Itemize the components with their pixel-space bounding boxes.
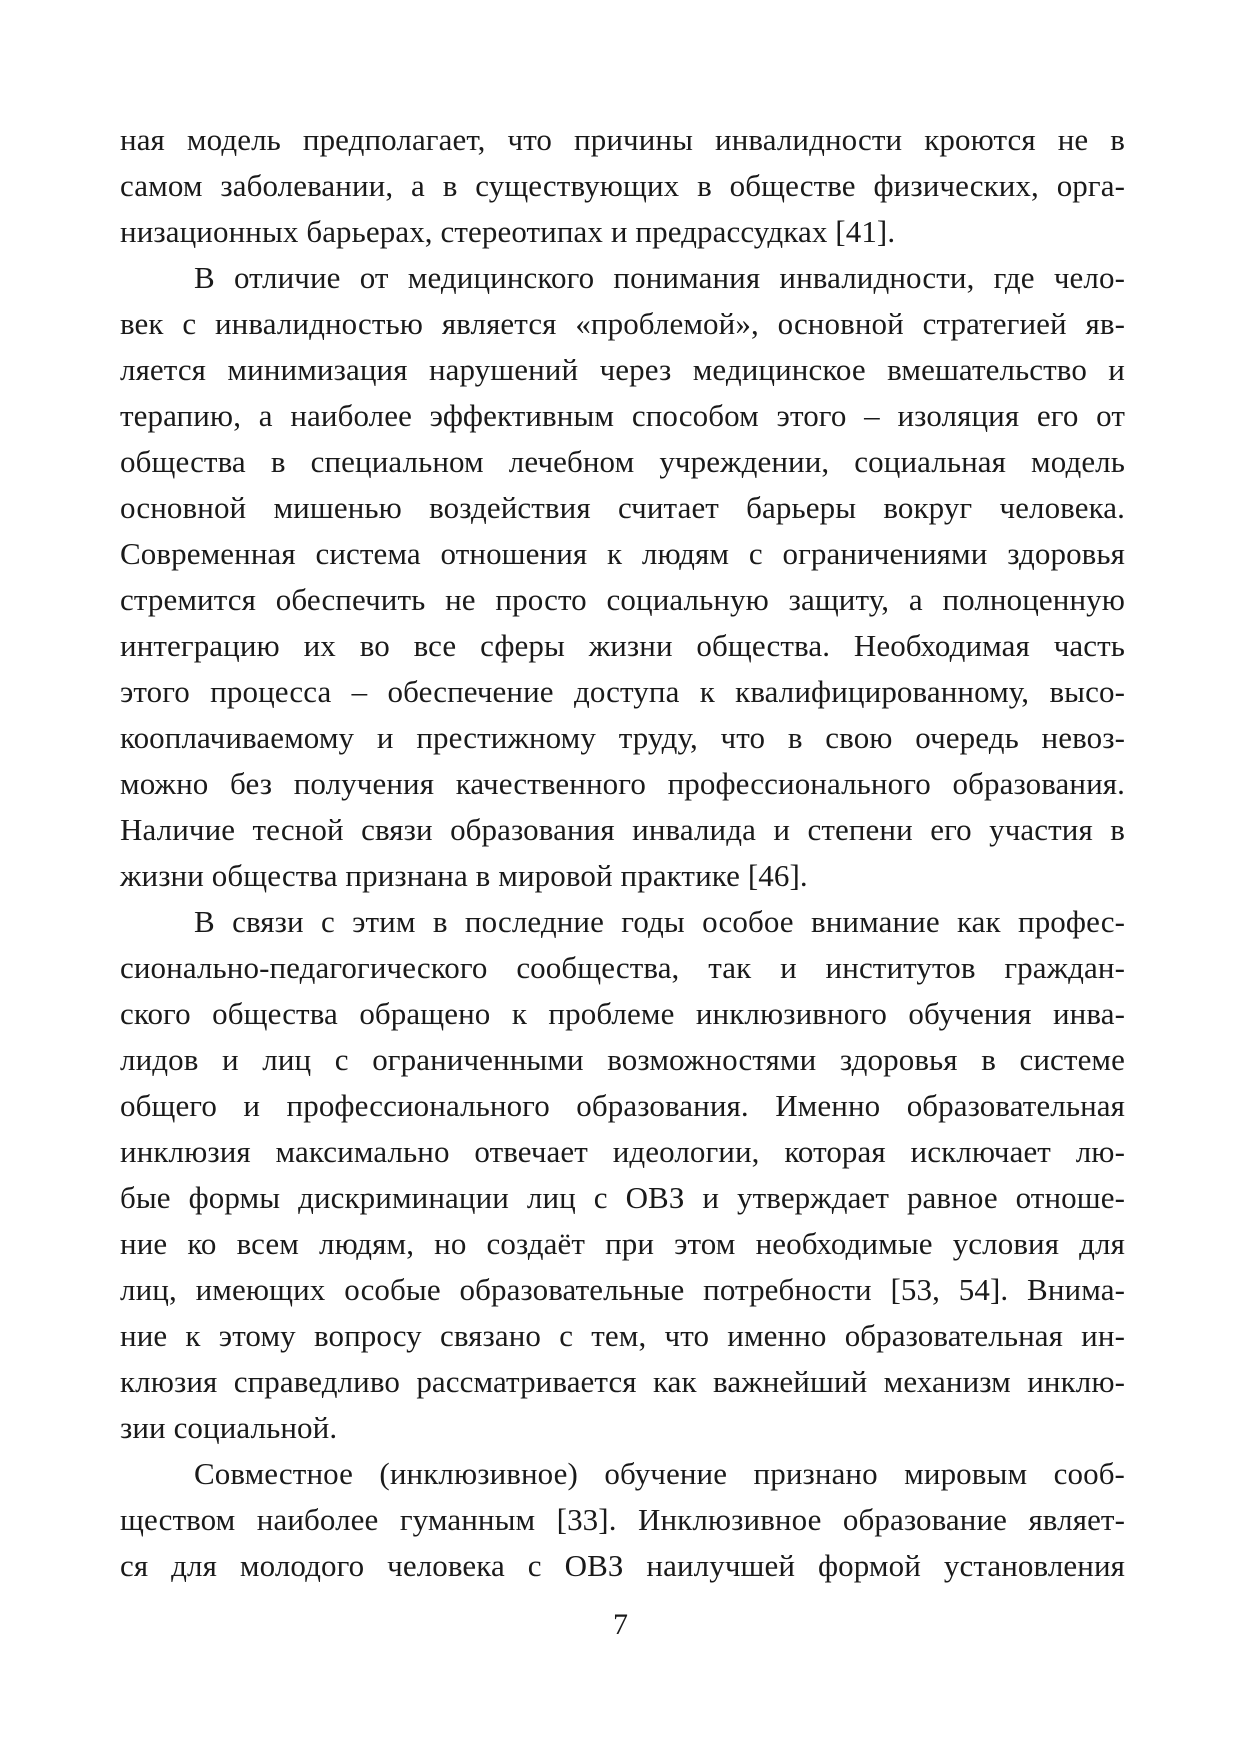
text-line: ние к этому вопросу связано с тем, что именно образовательная ин- xyxy=(120,1318,1125,1353)
paragraph xyxy=(120,1451,1125,1589)
page-number: 7 xyxy=(613,1608,628,1641)
text-line: общества в специальном лечебном учреждении, социальная модель xyxy=(120,444,1125,479)
text-line: ляется минимизация нарушений через медицинское вмешательство и xyxy=(120,352,1125,387)
text-line: ществом наиболее гуманным [33]. Инклюзивное образование являет- xyxy=(120,1502,1125,1537)
text-line: низационных барьерах, стереотипах и предрассудках [41]. xyxy=(120,214,896,249)
text-line: лидов и лиц с ограниченными возможностями здоровья в системе xyxy=(120,1042,1125,1077)
text-line: общего и профессионального образования. Именно образовательная xyxy=(120,1088,1125,1123)
text-line: Совместное (инклюзивное) обучение признано мировым сооб- xyxy=(194,1456,1125,1491)
text-line: В связи с этим в последние годы особое внимание как профес- xyxy=(194,904,1125,939)
text-line: можно без получения качественного профессионального образования. xyxy=(120,766,1125,801)
text-line: терапию, а наиболее эффективным способом этого – изоляция его от xyxy=(120,398,1125,433)
text-line: ние ко всем людям, но создаёт при этом необходимые условия для xyxy=(120,1226,1125,1261)
text-line: Современная система отношения к людям с ограничениями здоровья xyxy=(120,536,1125,571)
text-line: основной мишенью воздействия считает барьеры вокруг человека. xyxy=(120,490,1125,525)
paragraph xyxy=(120,255,1125,899)
text-line: клюзия справедливо рассматривается как важнейший механизм инклю- xyxy=(120,1364,1125,1399)
text-line: интеграцию их во все сферы жизни общества. Необходимая часть xyxy=(120,628,1125,663)
text-line: Наличие тесной связи образования инвалида и степени его участия в xyxy=(120,812,1125,847)
text-line: жизни общества признана в мировой практике [46]. xyxy=(120,858,808,893)
text-line: ся для молодого человека с ОВЗ наилучшей формой установления xyxy=(120,1548,1125,1583)
paragraph xyxy=(120,899,1125,1451)
text-line: лиц, имеющих особые образовательные потребности [53, 54]. Внима- xyxy=(120,1272,1125,1307)
text-line: зии социальной. xyxy=(120,1410,338,1445)
text-line: бые формы дискриминации лиц с ОВЗ и утверждает равное отноше- xyxy=(120,1180,1125,1215)
paragraph xyxy=(120,117,1125,255)
text-line: сионально-педагогического сообщества, так и институтов граждан- xyxy=(120,950,1125,985)
text-line: самом заболевании, а в существующих в обществе физических, орга- xyxy=(120,168,1125,203)
text-line: ная модель предполагает, что причины инвалидности кроются не в xyxy=(120,122,1125,157)
text-line: кооплачиваемому и престижному труду, что в свою очередь невоз- xyxy=(120,720,1125,755)
text-line: инклюзия максимально отвечает идеологии, которая исключает лю- xyxy=(120,1134,1125,1169)
body-text xyxy=(120,117,1125,1589)
text-line: В отличие от медицинского понимания инвалидности, где чело- xyxy=(194,260,1125,295)
text-line: этого процесса – обеспечение доступа к квалифицированному, высо- xyxy=(120,674,1125,709)
text-line: ского общества обращено к проблеме инклюзивного обучения инва- xyxy=(120,996,1125,1031)
text-line: стремится обеспечить не просто социальную защиту, а полноценную xyxy=(120,582,1125,617)
text-line: век с инвалидностью является «проблемой», основной стратегией яв- xyxy=(120,306,1125,341)
